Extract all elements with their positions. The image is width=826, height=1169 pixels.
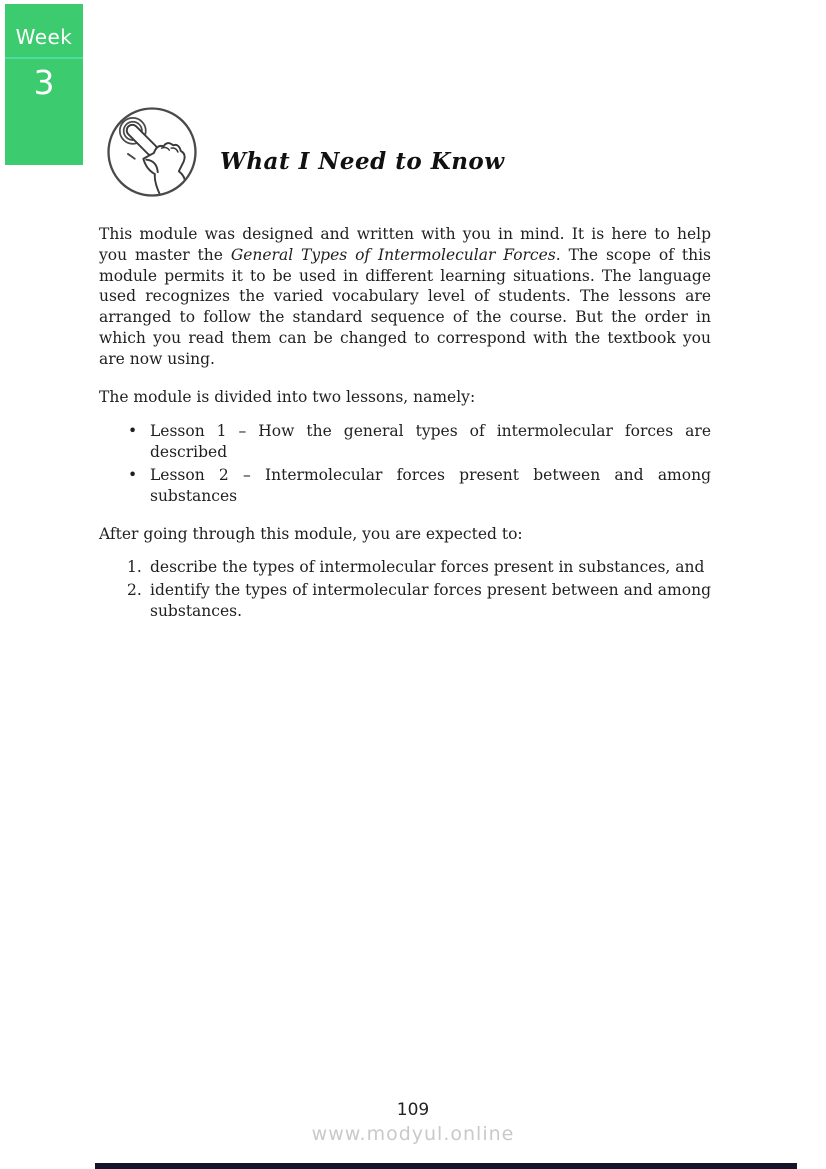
lesson-2-text: Lesson 2 – Intermolecular forces present between and among substances <box>150 465 711 505</box>
watermark-text: www.modyul.online <box>311 1123 515 1145</box>
objectives-lead: After going through this module, you are expected to: <box>99 524 523 543</box>
intro-text-after: . The scope of this module permits it to be used in different learning situations. The language used recognizes the varied vocabulary level of students. The lessons are arranged to follow the standard sequence of the course. But the order in which you read them can be changed to correspond with the textbook you are now using. <box>99 245 711 368</box>
lessons-lead: The module is divided into two lessons, namely: <box>99 387 476 406</box>
number-marker: 1. <box>127 558 142 577</box>
lesson-1-text: Lesson 1 – How the general types of intermolecular forces are described <box>150 422 711 462</box>
objectives-list <box>99 557 711 621</box>
objective-1-text: describe the types of intermolecular forces present in substances, and <box>150 558 705 577</box>
week-number: 3 <box>33 63 55 102</box>
bottom-bar <box>95 1163 797 1169</box>
tap-hand-icon <box>104 104 200 200</box>
list-item <box>99 580 711 622</box>
week-badge-divider <box>5 57 83 59</box>
page-number: 109 <box>396 1100 430 1120</box>
list-item <box>99 421 711 463</box>
objective-2-text: identify the types of intermolecular forces present between and among substances. <box>150 581 711 620</box>
week-badge <box>5 4 83 165</box>
week-label: Week <box>15 25 73 49</box>
page-content <box>99 224 711 624</box>
intro-paragraph <box>99 224 711 370</box>
bullet-marker: • <box>128 422 138 441</box>
list-item <box>99 557 711 578</box>
list-item <box>99 465 711 507</box>
bullet-marker: • <box>128 465 138 484</box>
page-title: What I Need to Know <box>220 148 505 176</box>
number-marker: 2. <box>127 581 142 600</box>
lessons-list <box>99 421 711 506</box>
intro-text-before: This module was designed and written with you in mind. It is here to help you master the <box>99 225 711 264</box>
intro-italic-phrase: General Types of Intermolecular Forces <box>230 245 556 264</box>
